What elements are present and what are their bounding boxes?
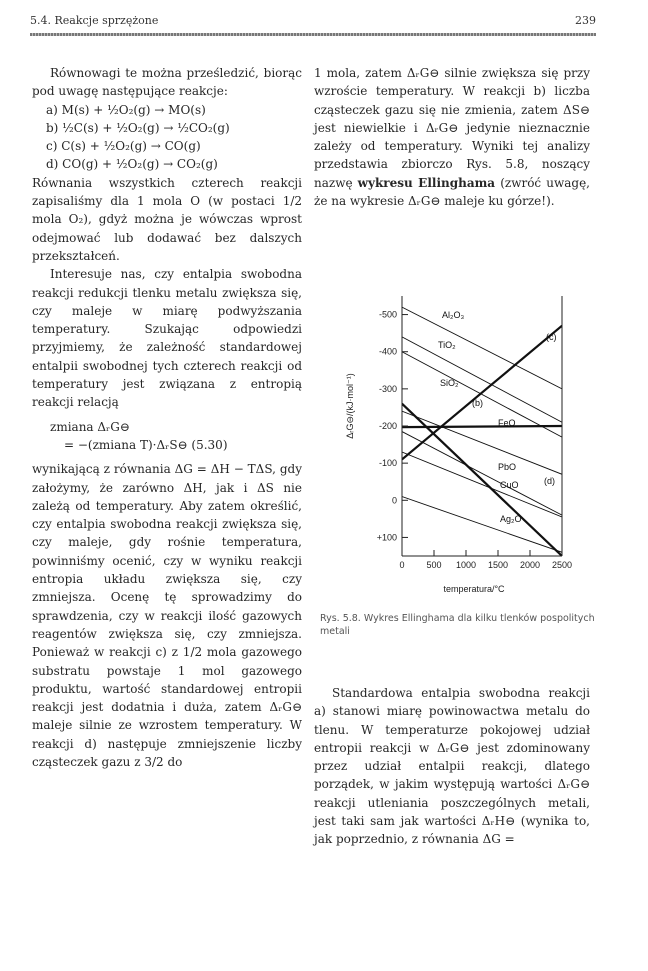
y-tick-label: +100 [376,532,397,543]
y-axis-label: ΔᵣG⊖/(kJ·mol⁻¹) [345,373,355,439]
reaction-b: b) ½C(s) + ½O₂(g) → ½CO₂(g) [46,120,230,135]
series-label-tio: TiO₂ [438,340,456,350]
header-rule [30,33,596,36]
chart-axes [377,296,572,570]
series-line-c [402,326,562,460]
series-line-ago [402,497,562,553]
y-tick-label: -100 [378,458,397,469]
series-label-cuo: CuO [500,480,519,490]
y-tick-label: -200 [378,421,397,431]
x-tick-label: 1000 [455,560,477,570]
series-line-tio [402,337,562,422]
series-label-b: (b) [472,398,483,408]
figure-caption: Rys. 5.8. Wykres Ellinghama dla kilku tlenków pospolitych metali [320,613,595,637]
running-header [30,14,596,30]
series-label-pbo: PbO [498,462,517,472]
x-axis-label: temperatura/°C [443,584,505,594]
series-label-ago: Ag₂O [500,514,522,524]
page-number: 239 [575,14,596,27]
y-tick-label: -500 [378,309,397,320]
series-label-c: (c) [546,332,557,342]
right-column [314,64,590,210]
x-tick-label: 500 [426,560,442,570]
paragraph-interest: Interesuje nas, czy entalpia swobodna reakcji redukcji tlenku metalu zwiększa się, czy maleje w miarę podwyższania temperatury. Szukając odpowiedzi przyjmiemy, że zależność standardowej entalpii swobodnej tych czterech reakcji od temperatury jest związana z entropią reakcji relacją [32,267,302,410]
paragraph-continued [314,64,590,210]
reaction-c: c) C(s) + ½O₂(g) → CO(g) [46,139,201,154]
equation-line-1: zmiana ΔᵣG⊖ [50,419,130,434]
chart-lines [402,307,562,556]
y-tick-label: 0 [391,495,397,506]
reaction-a: a) M(s) + ½O₂(g) → MO(s) [46,102,206,117]
series-line-cuo [402,452,562,517]
series-label-alo: Al₂O₃ [442,310,465,320]
right-column-lower [314,684,590,849]
paragraph-equations: Równania wszystkich czterech reakcji zapisaliśmy dla 1 mola O (w postaci 1/2 mola O₂), gdyż można je wówczas wprost odejmować lub dodawać bez dalszych przekształceń. [32,175,302,263]
series-line-pbo [402,432,562,516]
y-tick-label: -300 [378,383,397,394]
paragraph-affinity: Standardowa entalpia swobodna reakcji a) stanowi miarę powinowactwa metalu do tlenu. W temperaturze pokojowej udział entropii reakcji w ΔᵣG⊖ jest zdominowany przez udział entalpii reakcji, dlatego porządek, w jakim występują wartości ΔᵣG⊖ reakcji utleniania poszczególnych metali, jest taki sam jak wartości ΔᵣH⊖ (wynika to, jak poprzednio, z równania ΔG = [314,686,590,847]
series-label-d: (d) [544,476,555,486]
ellingham-term: wykresu Ellinghama [357,175,496,190]
series-label-sio: SiO₂ [440,378,459,388]
series-label-feo: FeO [498,418,516,428]
ellingham-chart [340,286,573,600]
note-text: (zwróć uwagę, że na wykresie ΔᵣG⊖ maleje ku górze!). [314,175,590,209]
chart-labels [438,310,557,524]
x-tick-label: 2000 [519,560,541,570]
intro-paragraph: Równowagi te można prześledzić, biorąc pod uwagę następujące reakcje: [32,66,302,99]
equation-line-2: = −(zmiana T)·ΔᵣS⊖ (5.30) [64,437,228,452]
left-column [32,64,302,771]
series-line-feo [402,411,562,474]
series-line-sio [402,352,562,437]
x-tick-label: 1500 [487,560,509,570]
x-tick-label: 0 [399,560,405,570]
reaction-d: d) CO(g) + ½O₂(g) → CO₂(g) [46,157,218,172]
series-line-alo [402,307,562,389]
paragraph-entropy: wynikającą z równania ΔG = ΔH − TΔS, gdy założymy, że zarówno ΔH, jak i ΔS nie zależą od temperatury. Aby zatem określić, czy entalpia swobodna reakcji zwiększa się, czy maleje, gdy rośnie temperatura, powinniśmy ocenić, czy w wyniku reakcji entropia układu zwiększa się, czy zmniejsza. Ocenę tę sprowadzimy do sprawdzenia, czy w reakcji ilość gazowych reagentów zwiększa się, czy zmniejsza. Ponieważ w reakcji c) z 1/2 mola gazowego substratu powstaje 1 mol gazowego produktu, wartość standardowej entropii reakcji jest dodatnia i duża, zatem ΔᵣG⊖ maleje silnie ze wzrostem temperatury. W reakcji d) następuje zmniejszenie liczby cząsteczek gazu z 3/2 do [32,462,302,769]
y-tick-label: -400 [378,346,397,357]
continued-text: 1 mola, zatem ΔᵣG⊖ silnie zwiększa się przy wzroście temperatury. W reakcji b) liczba cząsteczek gazu się nie zmienia, zatem ΔS⊖ jest niewielkie i ΔᵣG⊖ jedynie nieznacznie zależy od temperatury. Wyniki tej analizy przedstawia zbiorczo Rys. 5.8, noszący nazwę [314,66,590,190]
x-tick-label: 2500 [551,560,573,570]
section-title: 5.4. Reakcje sprzężone [30,14,159,27]
